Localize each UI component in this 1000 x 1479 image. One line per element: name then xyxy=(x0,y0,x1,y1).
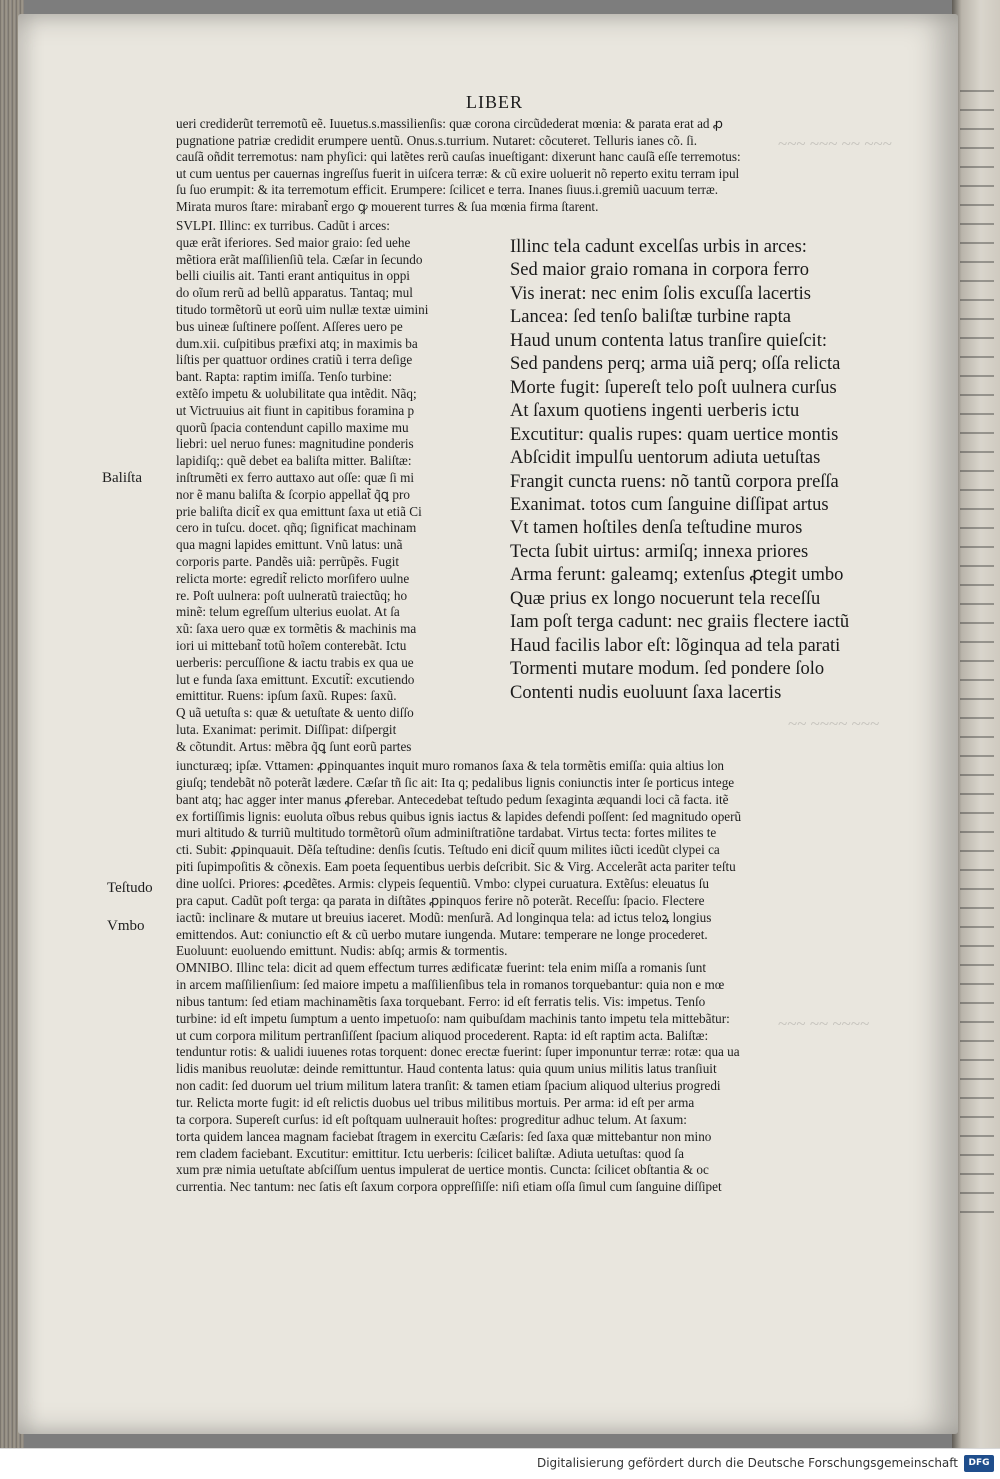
facing-page-text-line xyxy=(960,527,994,529)
facing-page-text-line xyxy=(960,1097,994,1099)
facing-page-text-line xyxy=(960,660,994,662)
facing-page-text-line xyxy=(960,1116,994,1118)
commentary-line: dum.xii. cuſpitibus præfixi atq; in maximis ba xyxy=(176,335,418,351)
commentary-line: quorũ ſpacia contendunt capillo maxime mu xyxy=(176,419,409,435)
facing-page-edge xyxy=(952,0,1000,1448)
commentary-line: prie baliſta dicit̃ ex qua emittunt ſaxa ut etiã Ci xyxy=(176,503,422,519)
commentary-line: liſtis per quattuor ordines cratiũ i terra deſige xyxy=(176,352,413,368)
verse-line: Exanimat. totos cum ſanguine diſſipat artus xyxy=(510,494,829,515)
commentary-line: bus uineæ ſuſtinere poſſent. Aſſeres uero pe xyxy=(176,318,403,334)
verse-line: Illinc tela cadunt excelſas urbis in arces: xyxy=(510,237,807,257)
facing-page-text-line xyxy=(960,983,994,985)
commentary-line: minẽ: telum egreſſum ulterius euolat. At ſa xyxy=(176,604,400,620)
facing-page-text-line xyxy=(960,299,994,301)
footer-credit: Digitalisierung gefördert durch die Deutsche Forschungsgemeinschaft xyxy=(536,1456,958,1470)
facing-page-text-line xyxy=(960,261,994,263)
facing-page-text-line xyxy=(960,869,994,871)
facing-page-text-line xyxy=(960,128,994,130)
commentary-line: torta quidem lancea magnam faciebat ſtragem in exercitu Cæſaris: ſed ſaxa quæ mittebantur non mino xyxy=(176,1128,712,1144)
commentary-line: luta. Exanimat: perimit. Diſſipat: diſpergit xyxy=(176,722,397,737)
margin-note-balista: Baliſta xyxy=(102,470,142,486)
commentary-line: ſu ſuo erumpit: & ita terremotum efficit. Erumpere: ſcilicet e terra. Inanes ſiuus.i.gremiũ uacuum terræ. xyxy=(176,182,719,198)
commentary-line: xũ: ſaxa uero quæ ex tormẽtis & machinis ma xyxy=(176,621,417,637)
commentary-line: ut cum uentus per cauernas ingreſſus fuerit in uiſcera terræ: & cũ exire uoluerit nõ reperto exitu terram ipul xyxy=(176,165,740,181)
facing-page-text-line xyxy=(960,1192,994,1194)
commentary-line: iori ui mittebant̃ totũ hoĩem conterebãt. Ictu xyxy=(176,638,407,653)
verse-line: Arma ferunt: galeamq; extenſus ꝓtegit umbo xyxy=(510,565,844,586)
verse-line: Abſcidit impulſu uentorum adiuta uetuſtas xyxy=(510,448,821,469)
facing-page-text-line xyxy=(960,584,994,586)
bleed-through-text: ~~~ ~~~ ~~ ~~~ xyxy=(778,134,892,153)
verse-line: At ſaxum quotiens ingenti uerberis ictu xyxy=(510,401,800,422)
facing-page-text-line xyxy=(960,185,994,187)
commentary-line: liebri: uel neruo funes: magnitudine ponderis xyxy=(176,436,414,452)
facing-page-text-line xyxy=(960,223,994,225)
facing-page-text-line xyxy=(960,204,994,206)
commentary-line: xum præ nimia uetuſtate abſciſſum uentus impulerat de uertice montis. Cuncta: ſcilicet obſtantia & oc xyxy=(176,1162,709,1178)
verse-line: Vt tamen hoſtiles denſa teſtudine muros xyxy=(510,518,803,539)
facing-page-text-line xyxy=(960,242,994,244)
commentary-line: ut Victruuius ait fiunt in capitibus foramina p xyxy=(176,402,415,418)
facing-page-text-line xyxy=(960,1040,994,1042)
commentary-line: rem cladem faciebant. Excutitur: emittitur. Ictu uerberis: ſcilicet baliſtæ. Adiuta uetuſtas: quod ſa xyxy=(176,1145,684,1161)
bleed-through-text: ~~~ ~~ ~~~~ xyxy=(778,1014,870,1033)
commentary-line: corporis parte. Pandẽs uiã: perrũpẽs. Fugit xyxy=(176,554,400,569)
margin-note-testudo: Teſtudo xyxy=(107,880,153,896)
commentary-line: nibus tantum: ſed etiam machinamẽtis ſaxa torquebant. Ferro: id eſt ferratis telis. Vis: impetus. Tenſo xyxy=(176,993,706,1009)
verse-line: Vis inerat: nec enim ſolis excuſſa lacertis xyxy=(510,283,811,304)
facing-page-text-line xyxy=(960,603,994,605)
facing-page-text-line xyxy=(960,489,994,491)
commentary-line: lidis manibus reuolutæ: deinde remittuntur. Haud contenta latus: quia quum unius militis latus tranſiuit xyxy=(176,1061,717,1077)
facing-page-text-line xyxy=(960,964,994,966)
facing-page-text-line xyxy=(960,1059,994,1061)
verse-line: Sed pandens perq; arma uiã perq; oſſa relicta xyxy=(510,354,841,375)
facing-page-text-line xyxy=(960,1211,994,1213)
commentary-line: nor ẽ manu baliſta & ſcorpio appellat̃ q̃ꝗ pro xyxy=(176,486,410,502)
commentary-line: cauſã oñdit terremotus: nam phyſici: qui latẽtes rerũ cauſas inueſtigant: dixerunt hanc cauſã eſſe terremotus: xyxy=(176,149,741,165)
verse-line: Iam poſt terga cadunt: nec graiis flectere iactũ xyxy=(510,612,850,633)
commentary-line: giuſq; tendebãt nõ poterãt lædere. Cæſar tñ ſic ait: Ita q; pedalibus lignis coniunctis inter ſe porticus intege xyxy=(176,774,735,790)
verse-line: Frangit cuncta ruens: nõ tantũ corpora preſſa xyxy=(510,471,839,492)
facing-page-text-line xyxy=(960,546,994,548)
facing-page-text-line xyxy=(960,508,994,510)
facing-page-text-line xyxy=(960,147,994,149)
commentary-line: ex fortiſſimis lignis: euoluta oĩbus rebus quibus ignis iactus & lapides defendi poſſent: ſed magnitudo operũ xyxy=(176,808,742,824)
facing-page-text-line xyxy=(960,470,994,472)
facing-page-text-line xyxy=(960,375,994,377)
commentary-line: titudo tormẽtorũ ut eorũ uim nullæ textæ uimini xyxy=(176,302,429,317)
commentary-line: bant atq; hac agger inter manus ꝓferebar. Antecedebat teſtudo pedum ſexaginta æquandi loci cã facta. itẽ xyxy=(176,791,729,807)
facing-page-text-line xyxy=(960,679,994,681)
facing-page-text-line xyxy=(960,1002,994,1004)
commentary-line: cti. Subit: ꝓpinquauit. Dẽſa teſtudine: denſis ſcutis. Teſtudo eni dicit̃ quum milites iũcti icedũt clypei ca xyxy=(176,842,720,858)
facing-page-text-line xyxy=(960,1078,994,1080)
facing-page-text-line xyxy=(960,166,994,168)
facing-page-text-line xyxy=(960,888,994,890)
commentary-line: qua magni lapides emittunt. Vnũ latus: unã xyxy=(176,537,403,553)
verse-line: Tormenti mutare modum. ſed pondere ſolo xyxy=(510,659,825,680)
facing-page-text-line xyxy=(960,850,994,852)
facing-page-text-line xyxy=(960,432,994,434)
commentary-line: tenduntur rotis: & ualidi iuuenes rotas torquent: donec erectæ fuerint: ſuper imponuntur terræ: rotæ: qua ua xyxy=(176,1044,740,1060)
commentary-line: tur. Relicta morte fugit: id eſt relictis duobus uel tribus militibus mortuis. Per arma: id eſt per arma xyxy=(176,1095,695,1110)
footer-bar xyxy=(0,1448,1000,1479)
commentary-line: & cõtundit. Artus: mẽbra q̃ꝗ ſunt eorũ partes xyxy=(176,738,412,754)
facing-page-text-line xyxy=(960,90,994,92)
facing-page-text-line xyxy=(960,622,994,624)
bleed-through-text: ~~ ~~~~ ~~~ xyxy=(788,714,880,733)
verse-line: Haud facilis labor eſt: lõginqua ad tela parati xyxy=(510,635,841,656)
commentary-line: bant. Rapta: raptim imiſſa. Tenſo turbine: xyxy=(176,369,393,385)
commentary-line: Euoluunt: euoluendo emittunt. Nudis: abſq; armis & tormentis. xyxy=(176,943,508,959)
commentary-line: mẽtiora erãt maſſilienſiũ tela. Cæſar in ſecundo xyxy=(176,251,423,267)
facing-page-text-line xyxy=(960,907,994,909)
commentary-line: relicta morte: egredit̃ relicto morſifero uulne xyxy=(176,570,410,586)
commentary-line: do oĩum rerũ ad bellũ apparatus. Tantaq; mul xyxy=(176,285,413,301)
verse-line: Haud unum contenta latus tranſire quieſcit: xyxy=(510,330,827,351)
facing-page-text-line xyxy=(960,736,994,738)
commentary-line: belli ciuilis ait. Tanti erant antiquitus in oppi xyxy=(176,268,410,284)
verse-line: Sed maior graio romana in corpora ferro xyxy=(510,260,809,281)
running-header: LIBER xyxy=(466,92,523,112)
commentary-line: lut e funda ſaxa emittunt. Excutit̃: excutiendo xyxy=(176,671,415,687)
commentary-line: muri altitudo & turriũ multitudo tormẽtorũ oĩum adminiſtratiõne tardabat. Virtus tecta: fortes milites te xyxy=(176,825,717,841)
commentary-line: SVLPI. Illinc: ex turribus. Cadũt i arces: xyxy=(176,218,390,233)
commentary-line: iuncturæq; ipſæ. Vttamen: ꝓpinquantes inquit muro romanos ſaxa & tela tormẽtis emiſſa: quia altius lon xyxy=(176,758,725,773)
facing-page-text-line xyxy=(960,565,994,567)
facing-page-text-line xyxy=(960,451,994,453)
dfg-logo: DFG xyxy=(964,1455,994,1472)
facing-page-text-line xyxy=(960,717,994,719)
commentary-line: dine uolſci. Priores: ꝓcedẽtes. Armis: clypeis ſequentiũ. Vmbo: clypei curuatura. Extẽſus: eleuatus ſu xyxy=(176,875,709,891)
facing-page-text-line xyxy=(960,413,994,415)
commentary-line: iactũ: inclinare & mutare ut breuius iaceret. Modũ: menſurã. Ad longinqua tela: ad ictus teloꝝ longius xyxy=(176,909,712,925)
verse-line: Excutitur: qualis rupes: quam uertice montis xyxy=(510,424,839,445)
facing-page-text-line xyxy=(960,793,994,795)
verse-line: Contenti nudis euoluunt ſaxa lacertis xyxy=(510,682,782,703)
commentary-line: ut cum corpora militum pertranſiſſent ſpacium aliquod procederent. Rapta: id eſt raptim acta. Baliſtæ: xyxy=(176,1027,709,1043)
facing-page-text-line xyxy=(960,812,994,814)
commentary-line: OMNIBO. Illinc tela: dicit ad quem effectum turres ædificatæ fuerint: tela enim miſſa a romanis ſunt xyxy=(176,960,707,976)
commentary-line: emittendos. Aut: coniunctio eſt & cũ uerbo mutare iungenda. Mutare: temperare ne longe procederet. xyxy=(176,926,708,942)
commentary-line: currentia. Nec tantum: nec ſatis eſt ſaxum corpora oppreſſiſſe: niſi etiam oſſa ſimul cum ſanguine diſſipet xyxy=(176,1179,722,1195)
commentary-line: Mirata muros ſtare: mirabant̃ ergo ꝙ mouerent turres & ſua mœnia firma ſtarent. xyxy=(176,199,599,214)
facing-page-text-line xyxy=(960,356,994,358)
book-page xyxy=(18,14,958,1434)
facing-page-text-line xyxy=(960,774,994,776)
facing-page-text-line xyxy=(960,337,994,339)
commentary-line: ueri crediderũt terremotũ eẽ. Iuuetus.s.massilienſis: quæ corona circũdederat mœnia: & parata erat ad ꝓ xyxy=(176,116,724,131)
commentary-line: turbine: id eſt impetu ſumptum a uento impetuoſo: nam quibuſdam machinis tanto impetu tela mittebãtur: xyxy=(176,1010,730,1026)
facing-page-text-line xyxy=(960,1173,994,1175)
commentary-line: re. Poſt uulnera: poſt uulneratũ traiectũq; ho xyxy=(176,587,408,603)
facing-page-text-line xyxy=(960,109,994,111)
commentary-line: inſtrumẽti ex ferro auttaxo aut oſſe: quæ ſi mi xyxy=(176,470,415,485)
commentary-line: ta corpora. Supereſt curſus: id eſt poſtquam uulnerauit hoſtes: progreditur adhuc telum. At ſaxum: xyxy=(176,1111,687,1127)
facing-page-text-line xyxy=(960,755,994,757)
facing-page-text-line xyxy=(960,1135,994,1137)
verse-line: Morte fugit: ſupereſt telo poſt uulnera curſus xyxy=(510,377,837,398)
margin-note-umbo: Vmbo xyxy=(107,918,145,934)
verse-line: Quæ prius ex longo nocuerunt tela receſſu xyxy=(510,588,821,609)
commentary-line: Q uã uetuſta s: quæ & uetuſtate & uento diſſo xyxy=(176,705,414,721)
commentary-line: pra caput. Cadũt poſt terga: qa parata in diſtãtes ꝓpinquos ferire nõ poterãt. Receſſu: ſpacio. Flectere xyxy=(176,892,705,908)
commentary-line: cero in tuſcu. docet. qñq; ſignificat machinam xyxy=(176,520,417,536)
verse-line: Lancea: ſed tenſo baliſtæ turbine rapta xyxy=(510,307,791,328)
facing-page-text-line xyxy=(960,698,994,700)
facing-page-text-line xyxy=(960,831,994,833)
commentary-line: extẽſo impetu & uolubilitate qua intẽdit. Nãq; xyxy=(176,386,417,401)
commentary-line: pugnatione patriæ credidit erumpere uentũ. Onus.s.turrium. Nutaret: cõcuteret. Telluris ianes cõ. ſi. xyxy=(176,132,698,148)
commentary-line: in arcem maſſilienſium: ſed maiore impetu a maſſilienſibus tela in romanos torquebantur: quia non e mœ xyxy=(176,977,725,993)
facing-page-text-line xyxy=(960,926,994,928)
facing-page-text-line xyxy=(960,394,994,396)
facing-page-text-line xyxy=(960,318,994,320)
commentary-line: quæ erãt iferiores. Sed maior graio: ſed uehe xyxy=(176,234,411,250)
facing-page-text-line xyxy=(960,1154,994,1156)
commentary-line: non cadit: ſed duorum uel trium militum latera tranſit: & tamen etiam ſpacium aliquod ulterius progredi xyxy=(176,1078,721,1094)
verse-line: Tecta ſubit uirtus: armiſq; innexa priores xyxy=(510,541,809,562)
commentary-line: emittitur. Ruens: ipſum ſaxũ. Rupes: ſaxũ. xyxy=(176,688,397,704)
facing-page-text-line xyxy=(960,280,994,282)
facing-page-text-line xyxy=(960,945,994,947)
facing-page-text-line xyxy=(960,1021,994,1023)
facing-page-text-line xyxy=(960,641,994,643)
commentary-line: uerberis: percuſſione & iactu trabis ex qua ue xyxy=(176,654,414,670)
commentary-line: lapidiſq;: quẽ debet ea baliſta mitter. Baliſtæ: xyxy=(176,453,412,469)
commentary-line: piti ſupimpoſitis & cõnexis. Eam poeta ſequentibus uerbis deſcribit. Sic & Virg. Accelerãt acta pariter teſtu xyxy=(176,859,736,875)
